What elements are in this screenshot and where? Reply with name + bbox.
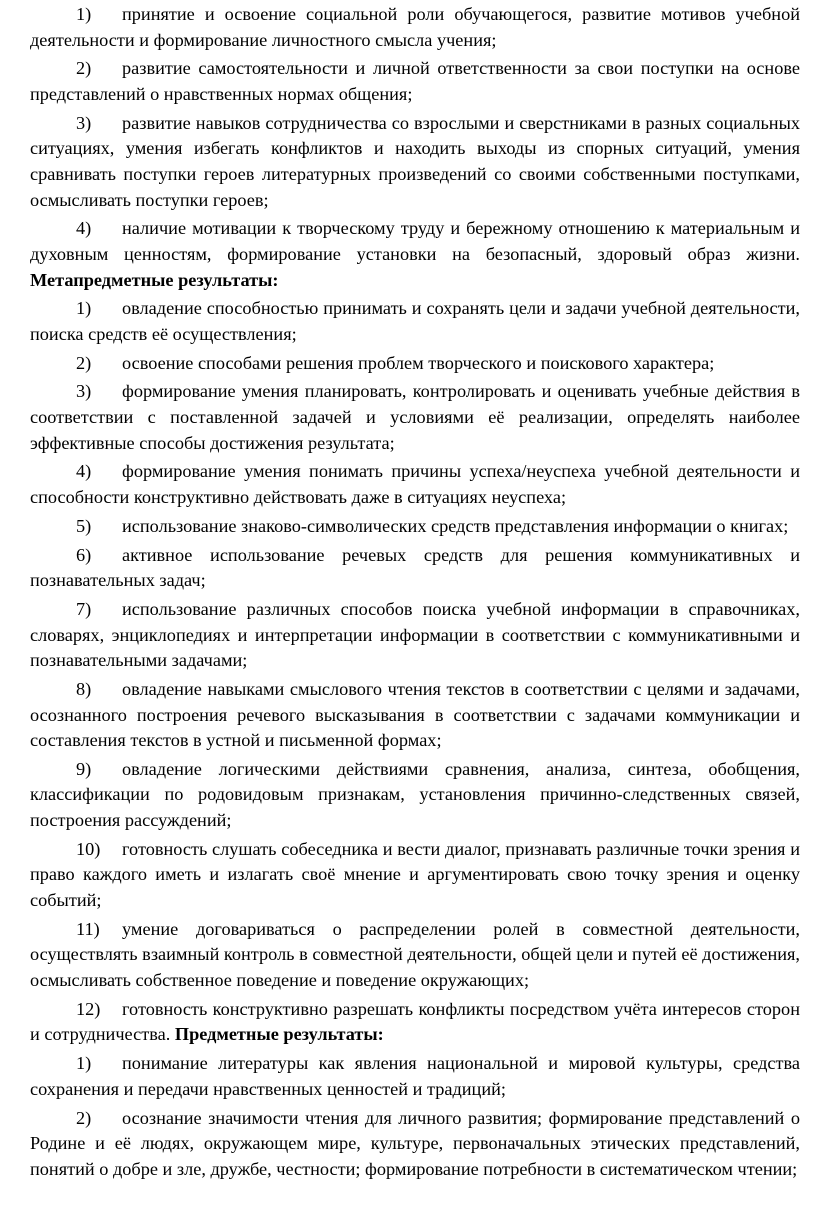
list-item — [30, 111, 800, 213]
item-text: осознание значимости чтения для личного развития; формирование представлений о Родине и её людях, окружающем мире, культуре, первоначальных этических представлений, понятий о добре и зле, дружбе, честности; формирование потребности в систематическом чтении; — [30, 1107, 800, 1179]
item-text: развитие навыков сотрудничества со взрослыми и сверстниками в разных социальных ситуациях, умения избегать конфликтов и находить выходы из спорных ситуаций, умения сравнивать поступки героев литературных произведений со своими собственными поступками, осмысливать поступки героев; — [30, 112, 800, 210]
item-text: принятие и освоение социальной роли обучающегося, развитие мотивов учебной деятельности и формирование личностного смысла учения; — [30, 4, 800, 50]
list-item — [30, 543, 800, 594]
item-number: 5) — [76, 515, 92, 536]
item-number: 8) — [76, 678, 92, 699]
item-text: готовность слушать собеседника и вести диалог, признавать различные точки зрения и право каждого иметь и излагать своё мнение и аргументировать свою точку зрения и оценку событий; — [30, 838, 800, 911]
list-item — [30, 514, 800, 540]
item-text: понимание литературы как явления национальной и мировой культуры, средства сохранения и передачи нравственных ценностей и традиций; — [30, 1053, 800, 1099]
section-heading-metasubject: Метапредметные результаты: — [30, 269, 279, 290]
item-number: 7) — [76, 598, 92, 619]
item-number: 2) — [76, 58, 92, 79]
item-number: 10) — [76, 838, 101, 859]
item-text: активное использование речевых средств для решения коммуникативных и познавательных задач; — [30, 544, 800, 591]
item-text: освоение способами решения проблем творческого и поискового характера; — [122, 352, 715, 373]
item-text: формирование умения понимать причины успеха/неуспеха учебной деятельности и способности конструктивно действовать даже в ситуациях неуспеха; — [30, 461, 800, 507]
list-item — [30, 216, 800, 293]
list-item — [30, 351, 800, 377]
item-text: овладение способностью принимать и сохранять цели и задачи учебной деятельности, поиска средств её осуществления; — [30, 298, 800, 344]
item-number: 11) — [76, 918, 100, 939]
item-number: 2) — [76, 1107, 92, 1128]
list-item — [30, 597, 800, 674]
list-item — [30, 677, 800, 754]
list-item — [30, 56, 800, 107]
list-item — [30, 917, 800, 994]
item-number: 4) — [76, 218, 92, 239]
item-number: 4) — [76, 461, 92, 482]
item-number: 1) — [76, 4, 92, 24]
item-text: овладение логическими действиями сравнения, анализа, синтеза, обобщения, классификации по родовидовым признакам, установления причинно-следственных связей, построения рассуждений; — [30, 758, 800, 831]
item-number: 2) — [76, 352, 92, 373]
item-text: формирование умения планировать, контролировать и оценивать учебные действия в соответствии с поставленной задачей и условиями её реализации, определять наиболее эффективные способы достижения результата; — [30, 381, 800, 453]
section-heading-subject: Предметные результаты: — [174, 1024, 384, 1045]
item-number: 3) — [76, 381, 92, 402]
item-text: овладение навыками смыслового чтения текстов в соответствии с целями и задачами, осознанного построения речевого высказывания в соответствии с задачами коммуникации и составления текстов в устной и письменной формах; — [30, 678, 800, 751]
item-number: 9) — [76, 758, 92, 779]
list-item — [30, 837, 800, 914]
item-text: готовность конструктивно разрешать конфликты посредством учёта интересов сторон и сотрудничества. — [30, 998, 800, 1045]
list-item — [30, 2, 800, 53]
item-text: наличие мотивации к творческому труду и бережному отношению к материальным и духовным ценностям, формирование установки на безопасный, здоровый образ жизни. — [30, 218, 800, 264]
item-number: 6) — [76, 544, 92, 565]
list-item — [30, 379, 800, 456]
item-number: 1) — [76, 298, 92, 319]
list-item — [30, 1106, 800, 1183]
item-number: 12) — [76, 998, 101, 1019]
list-item — [30, 459, 800, 510]
item-text: использование знаково-символических средств представления информации о книгах; — [122, 515, 789, 536]
list-item — [30, 997, 800, 1048]
list-item — [30, 757, 800, 834]
item-text: развитие самостоятельности и личной ответственности за свои поступки на основе представлений о нравственных нормах общения; — [30, 58, 800, 104]
item-number: 3) — [76, 112, 92, 133]
list-item — [30, 296, 800, 347]
item-text: умение договариваться о распределении ролей в совместной деятельности, осуществлять взаимный контроль в совместной деятельности, общей цели и путей её достижения, осмысливать собственное поведение и поведение окружающих; — [30, 918, 800, 990]
list-item — [30, 1051, 800, 1102]
item-text: использование различных способов поиска учебной информации в справочниках, словарях, энциклопедиях и интерпретации информации в соответствии с коммуникативными и познавательными задачами; — [30, 598, 800, 671]
item-number: 1) — [76, 1053, 92, 1074]
